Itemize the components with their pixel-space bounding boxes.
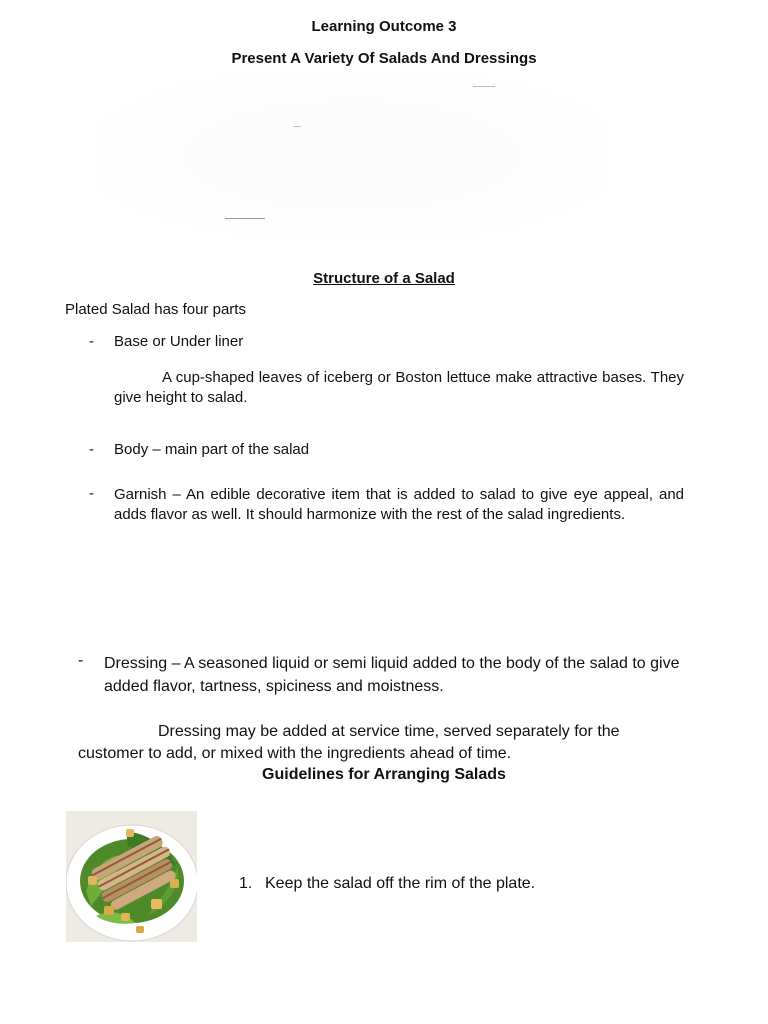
salad-photo: [66, 811, 197, 942]
bullet-dash: -: [89, 485, 94, 502]
bullet-dash: -: [89, 333, 94, 350]
list-item-base: Base or Under liner: [114, 333, 244, 350]
bullet-dash: -: [89, 441, 94, 458]
dressing-note: Dressing may be added at service time, served separately for the customer to add, or mixed with the ingredients ahead of time.: [78, 723, 620, 762]
list-item-base-detail: A cup-shaped leaves of iceberg or Boston lettuce make attractive bases. They give height to salad.: [114, 369, 684, 406]
structure-title: Structure of a Salad: [313, 270, 455, 287]
bullet-dash: -: [78, 652, 84, 669]
list-item-dressing: Dressing – A seasoned liquid or semi liquid added to the body of the salad to give added flavor, tartness, spiciness and moistness.: [104, 655, 680, 695]
salad-plate-image: [66, 811, 197, 942]
list-item-body: Body – main part of the salad: [114, 441, 310, 458]
page-subtitle: Present A Variety Of Salads And Dressings: [231, 50, 537, 67]
list-item-garnish: Garnish – An edible decorative item that is added to salad to give eye appeal, and adds flavor as well. It should harmonize with the rest of the salad ingredients.: [114, 486, 684, 523]
structure-intro: Plated Salad has four parts: [65, 301, 246, 318]
outcome-title: Learning Outcome 3: [311, 18, 457, 35]
guideline-item-1: Keep the salad off the rim of the plate.: [265, 875, 536, 892]
guidelines-title: Guidelines for Arranging Salads: [262, 766, 506, 783]
guideline-number: 1.: [239, 875, 253, 892]
faded-illustration: [95, 70, 610, 240]
